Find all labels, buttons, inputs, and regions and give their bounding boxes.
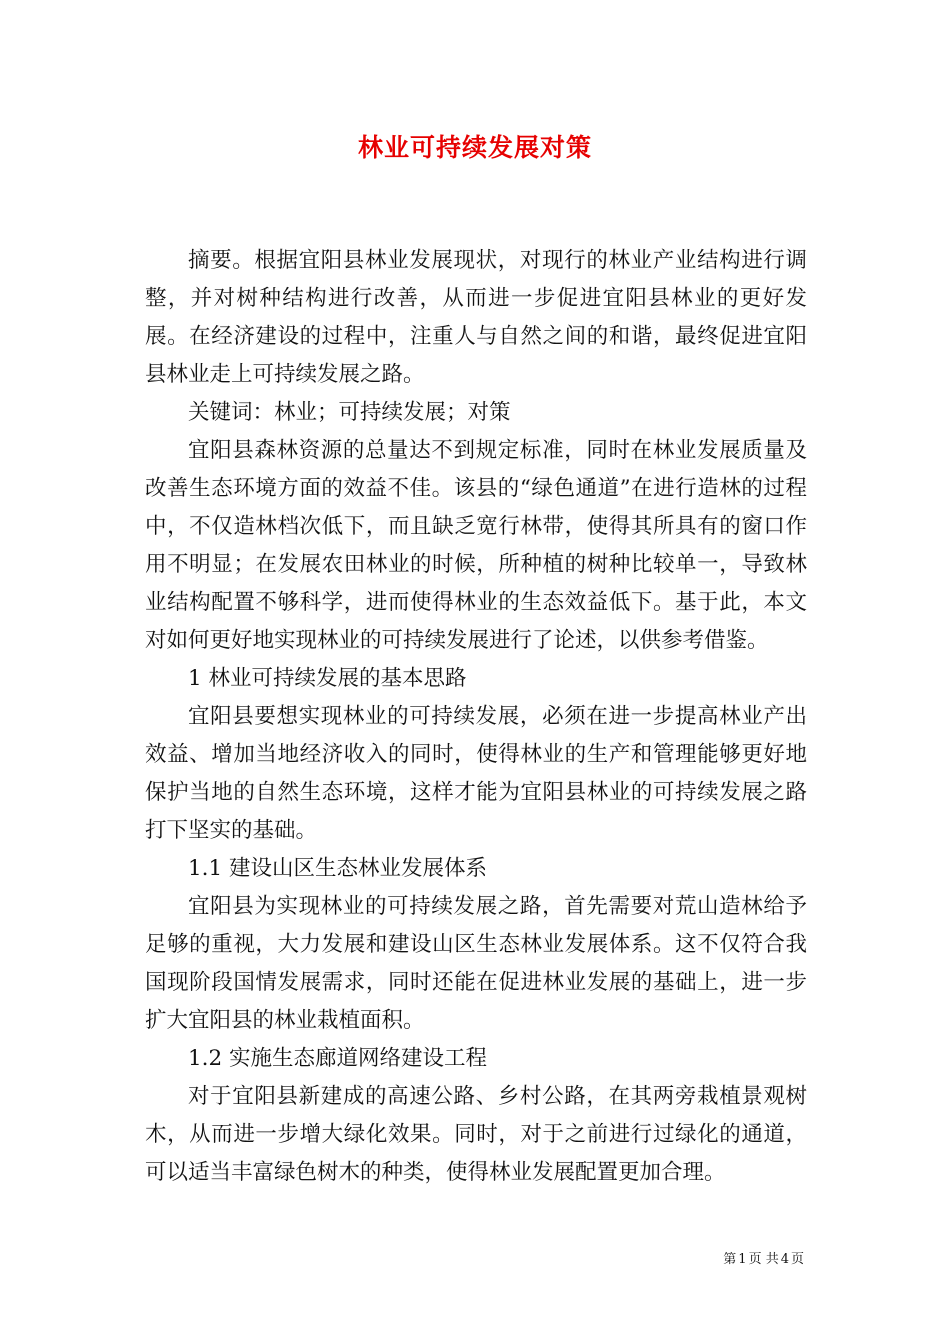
footer-prefix: 第 [723, 1252, 737, 1267]
footer-page-number: 1 [738, 1252, 747, 1267]
section-heading-1-2: 1.2 实施生态廊道网络建设工程 [188, 1046, 488, 1071]
footer-suffix: 页 [790, 1252, 804, 1267]
section-heading-1-1: 1.1 建设山区生态林业发展体系 [188, 856, 488, 881]
section-1-2-paragraph: 对于宜阳县新建成的高速公路、乡村公路，在其两旁栽植景观树木，从而进一步增大绿化效果。同时，对于之前进行过绿化的通道，可以适当丰富绿色树木的种类，使得林业发展配置更加合理。 [145, 1084, 807, 1185]
document-body [145, 242, 807, 1192]
intro-paragraph: 宜阳县森林资源的总量达不到规定标准，同时在林业发展质量及改善生态环境方面的效益不佳。该县的“绿色通道”在进行造林的过程中，不仅造林档次低下，而且缺乏宽行林带，使得其所具有的窗口作用不明显；在发展农田林业的时候，所种植的树种比较单一，导致林业结构配置不够科学，进而使得林业的生态效益低下。基于此，本文对如何更好地实现林业的可持续发展进行了论述，以供参考借鉴。 [145, 438, 807, 653]
footer-middle: 页 共 [748, 1252, 779, 1267]
page-footer [722, 1248, 805, 1267]
section-1-paragraph: 宜阳县要想实现林业的可持续发展，必须在进一步提高林业产出效益、增加当地经济收入的同时，使得林业的生产和管理能够更好地保护当地的自然生态环境，这样才能为宜阳县林业的可持续发展之路打下坚实的基础。 [145, 704, 807, 843]
abstract-paragraph: 摘要。根据宜阳县林业发展现状，对现行的林业产业结构进行调整，并对树种结构进行改善，从而进一步促进宜阳县林业的更好发展。在经济建设的过程中，注重人与自然之间的和谐，最终促进宜阳县林业走上可持续发展之路。 [145, 248, 807, 387]
document-title: 林业可持续发展对策 [357, 133, 592, 162]
section-heading-1: 1 林业可持续发展的基本思路 [188, 666, 467, 691]
section-1-1-paragraph: 宜阳县为实现林业的可持续发展之路，首先需要对荒山造林给予足够的重视，大力发展和建设山区生态林业发展体系。这不仅符合我国现阶段国情发展需求，同时还能在促进林业发展的基础上，进一步扩大宜阳县的林业栽植面积。 [145, 894, 807, 1033]
keywords-paragraph: 关键词：林业；可持续发展；对策 [188, 400, 511, 425]
footer-total-pages: 4 [780, 1252, 789, 1267]
